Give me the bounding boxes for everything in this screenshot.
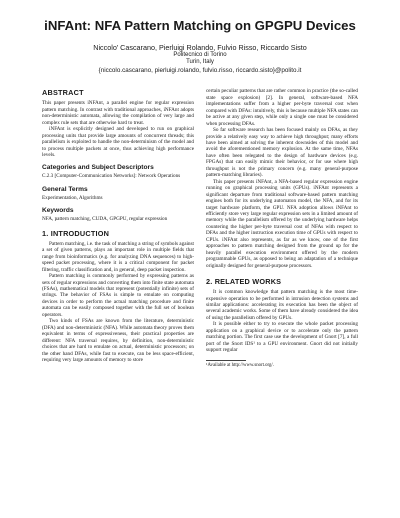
general-terms-heading: General Terms xyxy=(42,185,88,193)
paper-title: iNFAnt: NFA Pattern Matching on GPGPU Devices xyxy=(44,18,356,33)
introduction-heading: 1. INTRODUCTION xyxy=(42,228,110,238)
related-works-heading: 2. RELATED WORKS xyxy=(206,277,282,287)
related-works-paragraph-2: It is possible either to try to execute the whole packet processing application on a graphical device or to accelerate only the pattern matching portion. The first case use the development of Gnort [7], a full port of the Snort IDS¹ to a GPU environment. Gnort did not initially support regular xyxy=(206,321,358,354)
affiliation: Politecnico di Torino xyxy=(173,51,227,58)
author-names: Niccolo' Cascarano, Pierluigi Rolando, Fulvio Risso, Riccardo Sisto xyxy=(93,43,307,52)
related-works-paragraph-1: It is common knowledge that pattern matching is the most time-expensive operation to be performed in intrusion detection systems and similar applications: accelerating its execution has been the object of several academic works. Some of them have already considered the idea of using the parallelism offered by GPUs. xyxy=(206,289,358,321)
abstract-paragraph-2: iNFAnt is explicitly designed and developed to run on graphical processing units that provide large amounts of concurrent threads; this parallelism is exploited to handle the non-determinism of the model and to process multiple packets at once, thus achieving high performance levels. xyxy=(42,126,194,158)
abstract-paragraph-1: This paper presents iNFAnt, a parallel engine for regular expression pattern matching. In contrast with traditional approaches, iNFAnt adopts non-deterministic automata, allowing the compilation of very large and complex rule sets that are otherwise hard to treat. xyxy=(42,100,194,126)
introduction-paragraph-2: Pattern matching is commonly performed by expressing patterns as sets of regular expressions and converting them into finite state automata (FSAs), mathematical models that represent (potentially infinite) sets of strings. The behavior of FSAs is simple to emulate on computing devices in order to perform the actual matching procedure and finite automata can be easily composed together with the full set of boolean operators. xyxy=(42,273,194,318)
categories-heading: Categories and Subject Descriptors xyxy=(42,164,154,172)
abstract-heading: ABSTRACT xyxy=(42,88,84,98)
author-block xyxy=(42,44,358,74)
right-paragraph-3: This paper presents iNFAnt, a NFA-based regular expression engine running on graphical processing units (GPUs). iNFAnt represents a significant departure from traditional software-based pattern matching engines both for its underlying automaton model, the NFA, and for its target hardware platform, the GPU. NFA adoption allows iNFAnt to efficiently store very large regular expression sets in a limited amount of memory while the parallelism offered by the underlying hardware helps countering the higher per-byte traversal cost of NFAs with respect to DFAs and the higher instruction execution time of GPUs with respect to CPUs. iNFAnt also represents, as far as we know, one of the first approaches to pattern matching designed from the ground up for the heavily parallel execution environment offered by the modern programmable GPUs, as opposed to being an adaptation of a technique originally designed for general-purpose processors. xyxy=(206,178,358,269)
footnote: ¹Available at http://www.snort.org/. xyxy=(206,362,274,368)
introduction-paragraph-1: Pattern matching, i.e. the task of matching a string of symbols against a set of given patterns, plays an important role in multiple fields that range from bioinformatics (e.g. for analyzing DNA sequences) to high-speed packet processing, where it is a critical component for packet filtering, traffic classification and, in general, deep packet inspection. xyxy=(42,240,194,273)
body-columns xyxy=(42,88,358,368)
right-column xyxy=(206,88,358,368)
keywords-text: NFA, pattern matching, CUDA, GPGPU, regular expression xyxy=(42,216,168,223)
left-column xyxy=(42,88,194,368)
right-paragraph-1: certain peculiar patterns that are rather common in practice (the so-called state space explosion) [2]. In general, software-based NFA implementations suffer from a higher per-byte traversal cost when compared with DFAs: intuitively, this is because multiple NFA states can be active at any given step, while only a single one must be considered when processing DFAs. xyxy=(206,88,358,127)
general-terms-text: Experimentation, Algorithms xyxy=(42,194,103,201)
introduction-paragraph-3: Two kinds of FSAs are known from the literature, deterministic (DFA) and non-deterministic (NFA). While automata theory proves them equivalent in terms of expressiveness, their practical properties are different: NFA traversal requires, by definition, non-deterministic choices that are hard to emulate on actual, deterministic processors; on the other hand DFAs, while fast to execute, can be less space-efficient, requiring very large amounts of memory to store xyxy=(42,318,194,363)
location: Turin, Italy xyxy=(186,59,214,66)
author-emails: {niccolo.cascarano, pierluigi.rolando, fulvio.risso, riccardo.sisto}@polito.it xyxy=(98,66,302,74)
right-paragraph-2: So far software research has been focused mainly on DFAs, as they provide a relatively easy way to achieve high throughput; many efforts have been aimed at solving the inherent downsides of this model and avoid the aforementioned memory explosion. At the same time, NFAs have often been relegated to the design of hardware devices (e.g. FPGAs) that can easily mimic their behavior, or for use where high throughput is not the primary concern (e.g. many general-purpose pattern-matching libraries). xyxy=(206,127,358,179)
categories-text: C.2.3 [Computer-Communication Networks]: Network Operations xyxy=(42,173,181,180)
keywords-heading: Keywords xyxy=(42,207,74,215)
footnote-divider xyxy=(206,360,246,361)
